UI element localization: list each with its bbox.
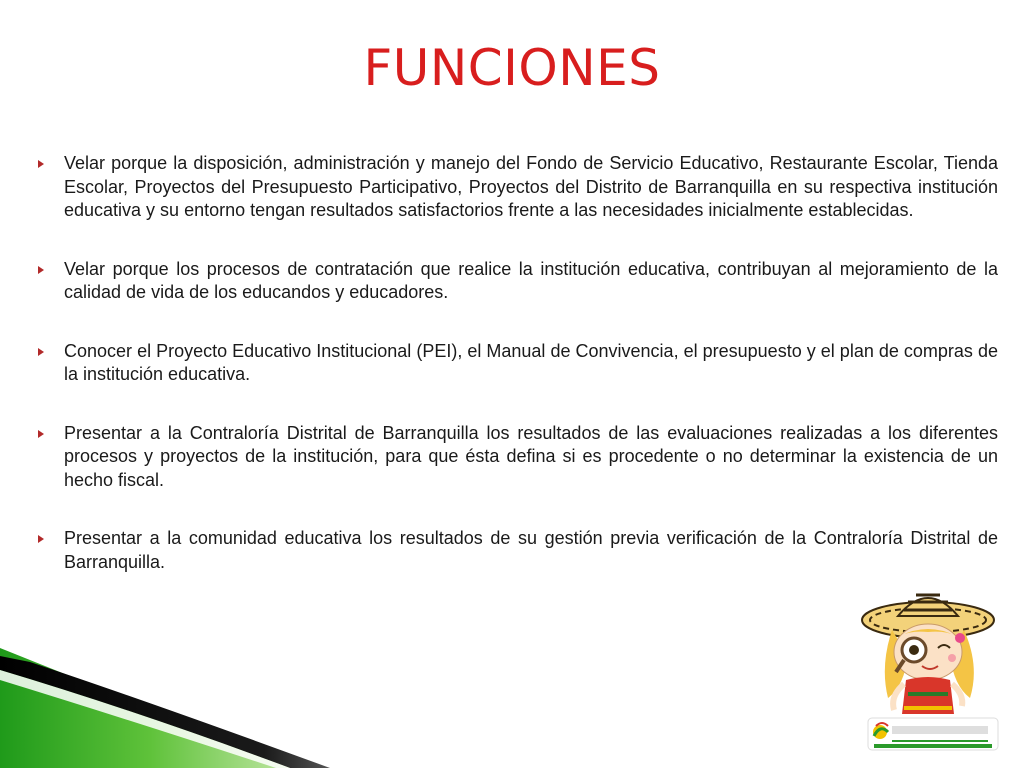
list-item [38,527,998,574]
list-item-text: Presentar a la Contraloría Distrital de Barranquilla los resultados de las evaluaciones realizadas a los diferentes procesos y proyectos de la institución, para que ésta defina si es procedente o no determinar la existencia de un hecho fiscal. [64,422,998,490]
bullet-arrow-icon [38,160,44,168]
contraloria-mascot-logo [858,586,1004,754]
slide-title: FUNCIONES [363,39,661,97]
list-item [38,340,998,387]
list-item [38,258,998,305]
list-item-text: Conocer el Proyecto Educativo Institucional (PEI), el Manual de Convivencia, el presupuesto y el plan de compras de la institución educativa. [64,340,998,384]
corner-swoosh-graphic [0,640,420,768]
list-item-text: Velar porque la disposición, administración y manejo del Fondo de Servicio Educativo, Restaurante Escolar, Tienda Escolar, Proyectos del Presupuesto Participativo, Proyectos del Distrito de Barranquilla en su respectiva institución educativa y su entorno tengan resultados satisfactorios frente a las necesidades inicialmente establecidas. [64,153,998,220]
list-item [38,152,998,223]
bullet-arrow-icon [38,430,44,438]
functions-list [38,152,998,609]
bullet-arrow-icon [38,535,44,543]
list-item-text: Presentar a la comunidad educativa los resultados de su gestión previa verificación de la Contraloría Distrital de Barranquilla. [64,528,998,572]
bullet-arrow-icon [38,348,44,356]
list-item [38,422,998,493]
list-item-text: Velar porque los procesos de contratación que realice la institución educativa, contribuyan al mejoramiento de la calidad de vida de los educandos y educadores. [64,258,998,302]
bullet-arrow-icon [38,266,44,274]
